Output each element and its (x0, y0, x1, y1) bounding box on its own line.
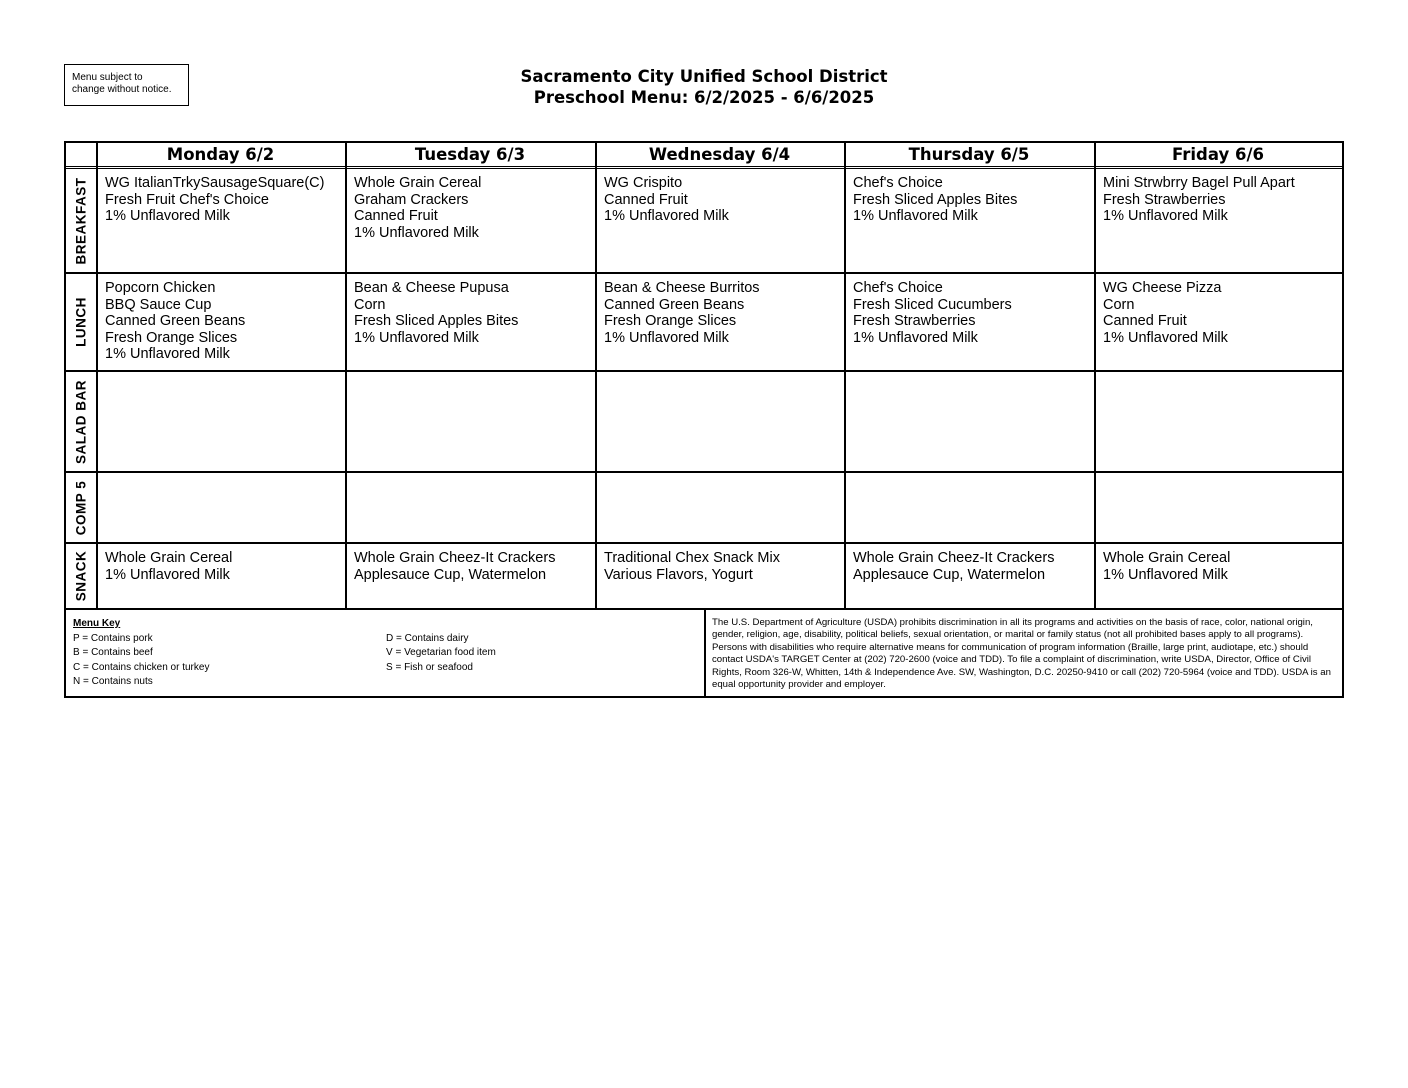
menu-cell (597, 472, 844, 543)
menu-notice-box (64, 64, 189, 106)
menu-cell (1096, 472, 1342, 543)
menu-key-title: Menu Key (73, 618, 121, 629)
menu-item: Canned Green Beans (604, 296, 745, 313)
menu-item: Bean & Cheese Pupusa (354, 280, 509, 296)
menu-cell (1096, 543, 1342, 608)
menu-item: Popcorn Chicken (105, 280, 216, 296)
meal-row-label-text: COMP 5 (73, 480, 89, 535)
meal-row-label-text: LUNCH (73, 297, 89, 347)
day-header: Monday 6/2 (166, 145, 275, 164)
menu-cell (347, 168, 595, 273)
menu-item: Canned Fruit (604, 191, 688, 208)
menu-item: Fresh Strawberries (1103, 191, 1226, 208)
menu-item: Fresh Orange Slices (105, 329, 238, 346)
menu-key-entry: N = Contains nuts (73, 675, 153, 687)
day-header: Friday 6/6 (1172, 145, 1264, 164)
menu-cell (98, 472, 345, 543)
menu-item: Traditional Chex Snack Mix (604, 550, 780, 566)
column-divider (1094, 143, 1096, 608)
meal-row-label-text: BREAKFAST (73, 176, 89, 265)
menu-item: Mini Strwbrry Bagel Pull Apart (1103, 175, 1295, 191)
menu-cell (1096, 168, 1342, 273)
menu-item: 1% Unflavored Milk (105, 566, 230, 583)
menu-item: Whole Grain Cheez-It Crackers (853, 550, 1055, 566)
menu-item: Chef's Choice (853, 280, 943, 296)
menu-item: WG ItalianTrkySausageSquare(C) (105, 175, 325, 191)
menu-key-entry: B = Contains beef (73, 647, 153, 659)
menu-key-entry: D = Contains dairy (386, 633, 469, 644)
menu-cell (597, 273, 844, 371)
menu-footer (64, 610, 1344, 698)
footer-divider (704, 610, 706, 696)
meal-row-label (66, 168, 96, 273)
menu-item: 1% Unflavored Milk (1103, 208, 1228, 224)
menu-item: 1% Unflavored Milk (1103, 566, 1228, 583)
menu-cell (1096, 273, 1342, 371)
meal-row-label-text: SALAD BAR (73, 379, 89, 464)
day-header: Wednesday 6/4 (648, 145, 791, 164)
menu-key-entry: C = Contains chicken or turkey (73, 661, 210, 673)
usda-statement: The U.S. Department of Agriculture (USDA) prohibits discrimination in all its programs and activities on the basis of race, color, national origin, gender, religion, age, disability, political beliefs, sexual orientation, or marital or family status (not all prohibited bases apply to all programs). Persons with disabilities who require alternative means for communication of program information (Braille, large print, audiotape, etc.) should contact USDA's TARGET Center at (202) 720-2600 (voice and TDD). To file a complaint of discrimination, write USDA, Director, Office of Civil Rights, Room 326-W, Whitten, 14th & Independence Ave. SW, Washington, D.C. 20250-9410 or call (202) 720-5964 (voice and TDD). USDA is an equal opportunity provider and employer. (712, 617, 1331, 691)
menu-cell (846, 168, 1094, 273)
menu-item: Corn (354, 296, 386, 313)
menu-key-entry: S = Fish or seafood (386, 661, 473, 673)
menu-cell (597, 371, 844, 472)
header-rule (66, 166, 1342, 167)
menu-cell (846, 543, 1094, 608)
menu-key-column-2 (386, 632, 496, 675)
meal-row-label (66, 543, 96, 608)
menu-item: Chef's Choice (853, 175, 943, 191)
menu-item: Whole Grain Cereal (354, 175, 482, 191)
title-district: Sacramento City Unified School District (520, 67, 888, 86)
menu-item: 1% Unflavored Milk (604, 208, 729, 224)
menu-cell (98, 168, 345, 273)
meal-row-label (66, 371, 96, 472)
menu-cell (347, 273, 595, 371)
menu-cell (347, 472, 595, 543)
menu-cell (846, 273, 1094, 371)
menu-item: WG Cheese Pizza (1103, 280, 1222, 296)
menu-cell (98, 371, 345, 472)
menu-item: Corn (1103, 296, 1135, 313)
column-divider (844, 143, 846, 608)
menu-key-entry: V = Vegetarian food item (386, 647, 496, 659)
menu-cell (597, 543, 844, 608)
menu-cell (846, 472, 1094, 543)
meal-row-label-text: SNACK (73, 550, 89, 601)
menu-item: Fresh Orange Slices (604, 313, 737, 329)
menu-item: Whole Grain Cheez-It Crackers (354, 550, 556, 566)
menu-item: 1% Unflavored Milk (105, 208, 230, 224)
column-divider (96, 143, 98, 608)
menu-item: 1% Unflavored Milk (853, 329, 978, 346)
menu-item: 1% Unflavored Milk (1103, 329, 1228, 346)
menu-item: Graham Crackers (354, 191, 469, 208)
menu-item: Fresh Sliced Cucumbers (853, 296, 1012, 313)
menu-item: BBQ Sauce Cup (105, 296, 212, 313)
menu-item: WG Crispito (604, 175, 683, 191)
column-divider (345, 143, 347, 608)
notice-line-1: Menu subject to (72, 72, 143, 83)
menu-item: Whole Grain Cereal (105, 550, 233, 566)
menu-item: 1% Unflavored Milk (354, 224, 479, 241)
title-menu-week: Preschool Menu: 6/2/2025 - 6/6/2025 (533, 88, 875, 107)
menu-item: Applesauce Cup, Watermelon (354, 566, 547, 583)
menu-cell (597, 168, 844, 273)
menu-cell (347, 543, 595, 608)
menu-item: 1% Unflavored Milk (853, 208, 978, 224)
menu-item: Fresh Fruit Chef's Choice (105, 191, 269, 208)
menu-item: Fresh Sliced Apples Bites (853, 191, 1018, 208)
menu-key-column-1 (73, 632, 209, 689)
menu-key-entry: P = Contains pork (73, 633, 153, 644)
menu-item: Fresh Strawberries (853, 313, 976, 329)
menu-cell (1096, 371, 1342, 472)
menu-item: Canned Green Beans (105, 313, 246, 329)
menu-item: 1% Unflavored Milk (354, 329, 479, 346)
menu-cell (98, 543, 345, 608)
menu-cell (98, 273, 345, 371)
notice-line-2: change without notice. (72, 84, 172, 95)
day-header: Tuesday 6/3 (414, 145, 526, 164)
menu-cell (846, 371, 1094, 472)
meal-row-label (66, 273, 96, 371)
column-divider (595, 143, 597, 608)
menu-item: Applesauce Cup, Watermelon (853, 566, 1046, 583)
meal-row-label (66, 472, 96, 543)
menu-item: 1% Unflavored Milk (604, 329, 729, 346)
menu-table (64, 141, 1344, 610)
menu-item: Bean & Cheese Burritos (604, 280, 760, 296)
menu-item: Fresh Sliced Apples Bites (354, 313, 519, 329)
menu-item: Whole Grain Cereal (1103, 550, 1231, 566)
menu-item: 1% Unflavored Milk (105, 346, 230, 362)
menu-item: Canned Fruit (354, 208, 438, 224)
menu-item: Canned Fruit (1103, 313, 1187, 329)
page-title (396, 66, 1012, 108)
menu-item: Various Flavors, Yogurt (604, 566, 753, 583)
menu-cell (347, 371, 595, 472)
day-header: Thursday 6/5 (908, 145, 1030, 164)
